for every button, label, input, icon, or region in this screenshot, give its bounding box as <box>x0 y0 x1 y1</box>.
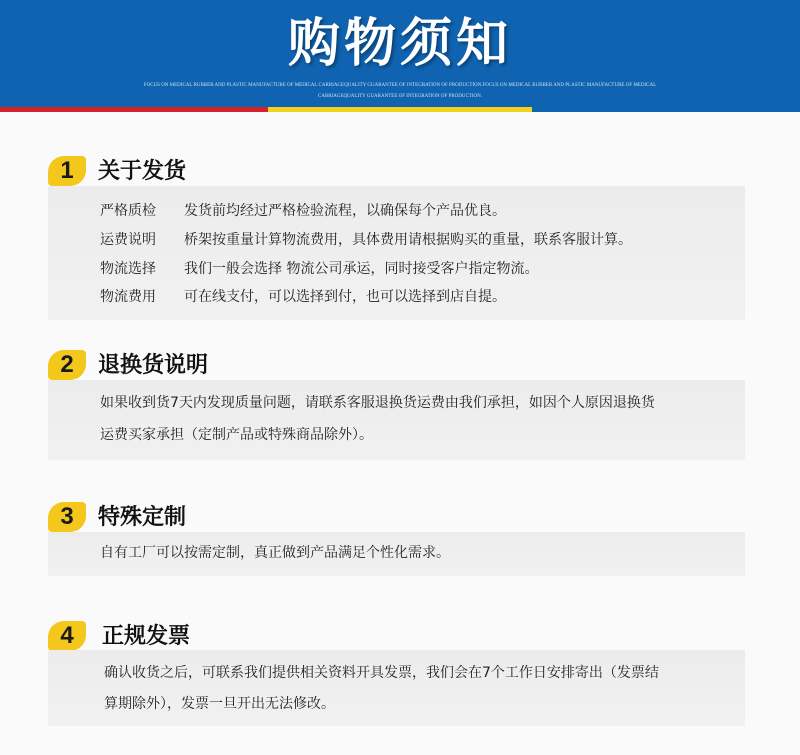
info-row <box>100 287 506 307</box>
info-row-label: 运费说明 <box>100 232 156 248</box>
info-row-text: 可在线支付，可以选择到付，也可以选择到店自提。 <box>184 289 506 305</box>
section-title: 退换货说明 <box>98 353 209 378</box>
color-strip-yellow <box>268 107 532 112</box>
section-text-line: 自有工厂可以按需定制，真正做到产品满足个性化需求。 <box>100 545 450 561</box>
info-row-label: 物流选择 <box>100 261 156 277</box>
info-row <box>100 201 506 221</box>
section-2-panel <box>48 380 745 460</box>
section-text-line: 运费买家承担（定制产品或特殊商品除外）。 <box>100 427 373 443</box>
info-row-text: 我们一般会选择 物流公司承运，同时接受客户指定物流。 <box>184 261 539 277</box>
section-number-badge: 2 <box>48 350 86 380</box>
header-subtitle-line-1: FOCUS ON MEDICAL RUBBER AND PLASTIC MANUFACTURE OF MEDICAL CARRIAGEQUALITY GUARANTEE OF INTEGRATION OF PRODUCTION.FOCUS ON MEDICAL RUBBER AND PLASTIC MANUFACTURE OF MEDICAL <box>143 83 657 88</box>
section-number-badge: 4 <box>48 621 86 651</box>
header-subtitle-line-2: CARRIAGEQUALITY GUARANTEE OF INTEGRATION OF PRODUCTION. <box>318 94 482 99</box>
info-row-text: 发货前均经过严格检验流程，以确保每个产品优良。 <box>184 203 506 219</box>
info-row <box>100 230 632 250</box>
section-1-panel <box>48 186 745 320</box>
section-title: 特殊定制 <box>98 505 187 530</box>
page-title: 购物须知 <box>287 14 512 74</box>
section-text-line: 算期除外），发票一旦开出无法修改。 <box>104 696 335 712</box>
section-text-line: 确认收货之后，可联系我们提供相关资料开具发票，我们会在7个工作日安排寄出（发票结 <box>104 665 659 681</box>
page-header-banner <box>0 0 800 107</box>
section-number-badge: 1 <box>48 156 86 186</box>
section-text-line: 如果收到货7天内发现质量问题，请联系客服退换货运费由我们承担，如因个人原因退换货 <box>100 395 655 411</box>
section-title: 关于发货 <box>98 159 187 184</box>
section-number-badge: 3 <box>48 502 86 532</box>
section-title: 正规发票 <box>102 624 191 649</box>
info-row-label: 物流费用 <box>100 289 156 305</box>
color-strip-blue <box>532 107 800 112</box>
section-3-panel <box>48 532 745 576</box>
info-row <box>100 259 538 279</box>
section-4-panel <box>48 650 745 726</box>
info-row-text: 桥架按重量计算物流费用，具体费用请根据购买的重量，联系客服计算。 <box>184 232 632 248</box>
info-row-label: 严格质检 <box>100 203 156 219</box>
color-strip-red <box>0 107 268 112</box>
